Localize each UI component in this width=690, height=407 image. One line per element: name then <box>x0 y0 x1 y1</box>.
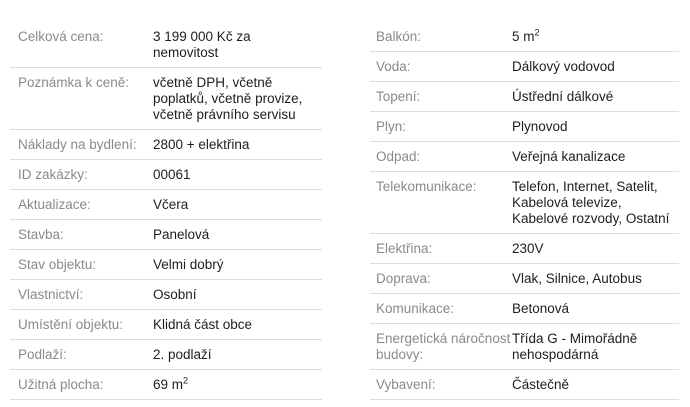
detail-value: 3 199 000 Kč za nemovitost <box>153 29 251 60</box>
detail-label: Komunikace: <box>376 301 455 316</box>
detail-row-heating <box>370 82 679 112</box>
detail-value: Betonová <box>512 301 570 316</box>
detail-row-telecommunications <box>370 172 679 234</box>
detail-value: 00061 <box>153 167 191 182</box>
detail-row-road <box>370 294 679 324</box>
detail-row-ownership <box>10 280 322 310</box>
detail-row-total-price <box>10 22 322 68</box>
detail-row-usable-area <box>10 370 322 400</box>
detail-row-furnishing <box>370 370 679 400</box>
detail-value: 230V <box>512 241 544 256</box>
detail-label: Umístění objektu: <box>18 317 124 332</box>
detail-value: Dálkový vodovod <box>512 59 615 74</box>
detail-row-floor <box>10 340 322 370</box>
detail-row-housing-costs <box>10 130 322 160</box>
detail-row-water <box>370 52 679 82</box>
detail-value: Včera <box>153 197 189 212</box>
detail-value: Osobní <box>153 287 197 302</box>
detail-label: Celková cena: <box>18 29 104 44</box>
detail-row-order-id <box>10 160 322 190</box>
detail-value: 2. podlaží <box>153 347 212 362</box>
detail-row-transport <box>370 264 679 294</box>
detail-value: Třída G - Mimořádně nehospodárná <box>512 331 638 362</box>
detail-label: Odpad: <box>376 149 421 164</box>
detail-label: Elektřina: <box>376 241 433 256</box>
property-details-left <box>10 22 322 400</box>
detail-label: ID zakázky: <box>18 167 88 182</box>
detail-row-balcony <box>370 22 679 52</box>
detail-label: Poznámka k ceně: <box>18 75 130 90</box>
detail-label: Stav objektu: <box>18 257 97 272</box>
detail-label: Topení: <box>376 89 421 104</box>
detail-label: Telekomunikace: <box>376 179 477 194</box>
detail-row-energy-rating <box>370 324 679 370</box>
detail-label: Aktualizace: <box>18 197 91 212</box>
detail-label: Užitná plocha: <box>18 377 104 392</box>
detail-value: včetně DPH, včetně poplatků, včetně provize, včetně právního servisu <box>153 75 303 122</box>
detail-value <box>512 29 679 45</box>
detail-value: Velmi dobrý <box>153 257 224 272</box>
detail-row-location <box>10 310 322 340</box>
detail-label: Náklady na bydlení: <box>18 137 137 152</box>
detail-value: Částečně <box>512 377 570 392</box>
detail-value: Panelová <box>153 227 210 242</box>
detail-row-price-note <box>10 68 322 130</box>
detail-row-condition <box>10 250 322 280</box>
detail-label: Vybavení: <box>376 377 436 392</box>
detail-label: Energetická náročnost budovy: <box>376 331 511 362</box>
detail-label: Stavba: <box>18 227 64 242</box>
detail-label: Podlaží: <box>18 347 67 362</box>
detail-value <box>153 377 322 393</box>
superscript: 2 <box>183 375 189 386</box>
detail-value-text: 5 m <box>512 29 535 44</box>
detail-row-gas <box>370 112 679 142</box>
detail-value: Ústřední dálkové <box>512 89 614 104</box>
detail-value: Plynovod <box>512 119 568 134</box>
detail-value: 2800 + elektřina <box>153 137 250 152</box>
detail-label: Vlastnictví: <box>18 287 84 302</box>
detail-label: Voda: <box>376 59 411 74</box>
detail-row-electricity <box>370 234 679 264</box>
detail-label: Doprava: <box>376 271 431 286</box>
detail-row-construction <box>10 220 322 250</box>
superscript: 2 <box>534 27 540 38</box>
detail-row-updated <box>10 190 322 220</box>
detail-label: Balkón: <box>376 29 422 44</box>
detail-row-waste <box>370 142 679 172</box>
detail-value: Klidná část obce <box>153 317 253 332</box>
detail-value: Veřejná kanalizace <box>512 149 626 164</box>
detail-value: Telefon, Internet, Satelit, Kabelová televize, Kabelové rozvody, Ostatní <box>512 179 670 226</box>
detail-label: Plyn: <box>376 119 407 134</box>
detail-value: Vlak, Silnice, Autobus <box>512 271 642 286</box>
property-details-right <box>370 22 679 400</box>
detail-value-text: 69 m <box>153 377 184 392</box>
